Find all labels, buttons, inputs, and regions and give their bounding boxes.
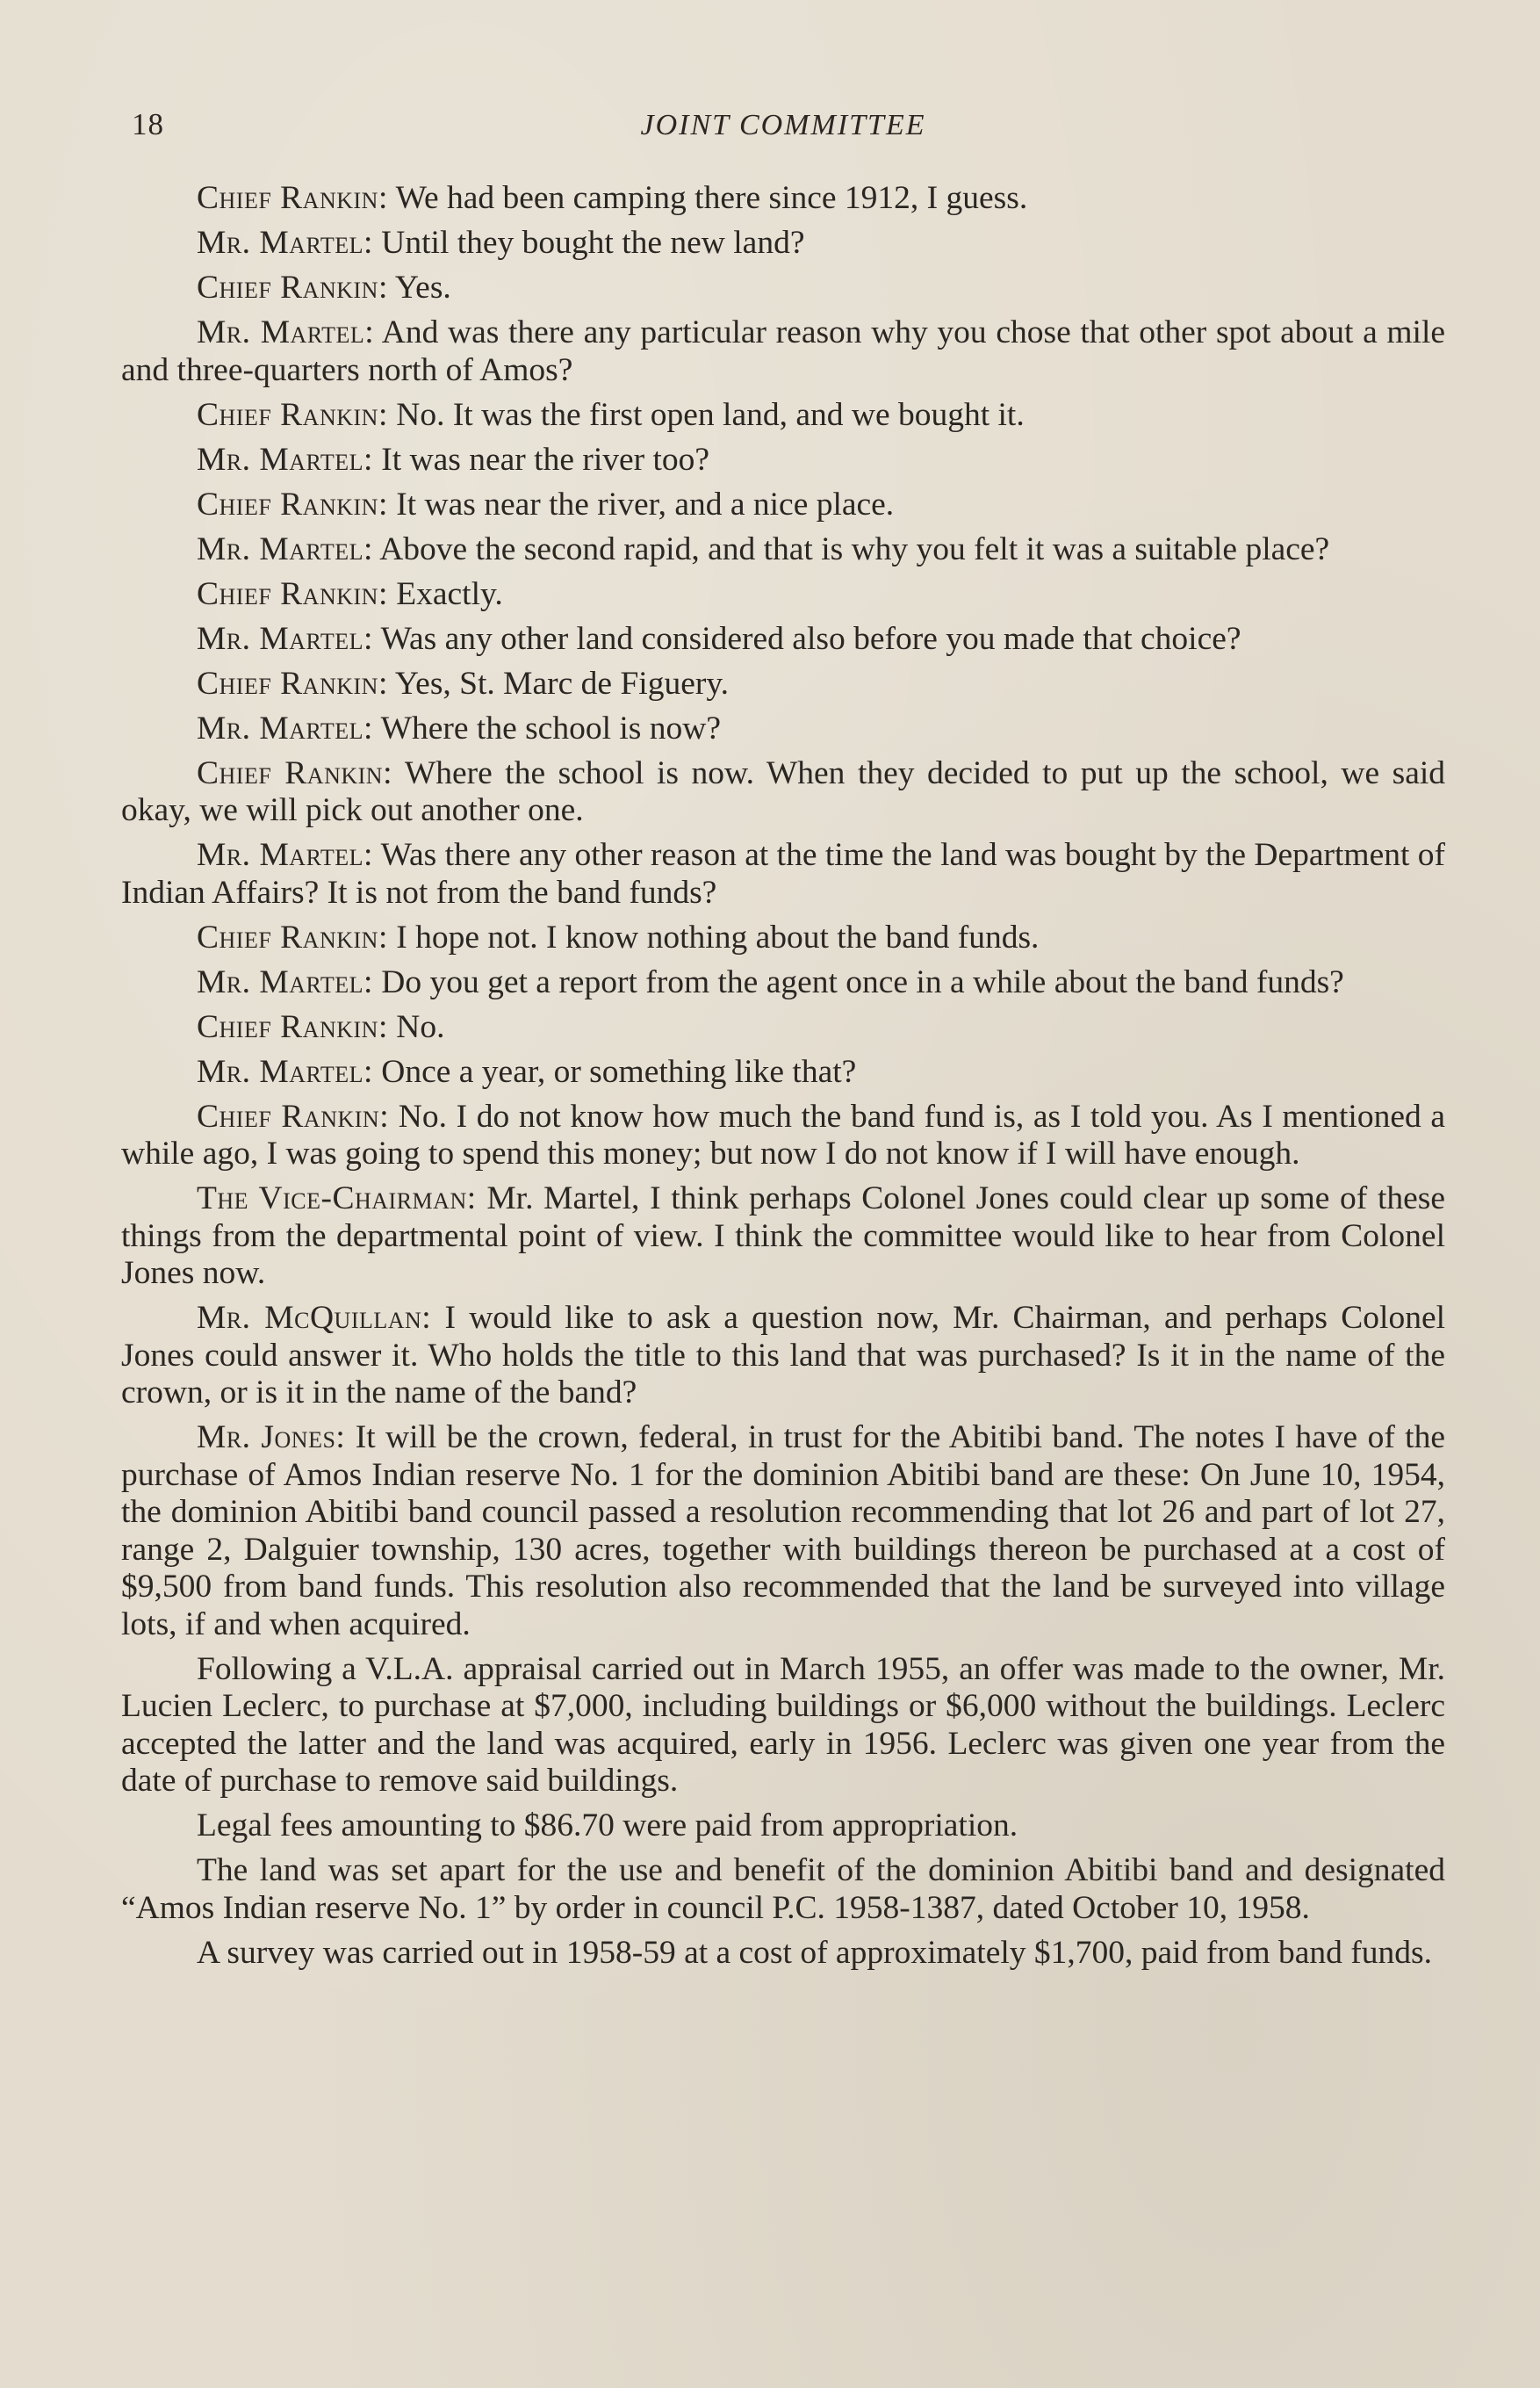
speaker-name: Chief Rankin: — [197, 754, 392, 791]
transcript-paragraph — [121, 964, 1445, 1002]
speaker-name: The Vice-Chairman: — [197, 1180, 477, 1216]
speaker-name: Mr. Jones: — [197, 1419, 346, 1455]
page-number: 18 — [132, 107, 164, 141]
transcript-paragraph — [121, 487, 1445, 524]
paragraph-text: Following a V.L.A. appraisal carried out in March 1955, an offer was made to the owner, Mr. Lucien Leclerc, to purchase at $7,000, including buildings or $6,000 without the buildings. Leclerc accepted the latter and the land was acquired, early in 1956. Leclerc was given one year from the date of purchase to remove said buildings. — [121, 1650, 1445, 1799]
paragraph-text: Do you get a report from the agent once in a while about the band funds? — [381, 963, 1344, 1000]
paragraph-text: Yes. — [394, 270, 451, 306]
transcript-paragraph — [121, 397, 1445, 435]
paragraph-text: Once a year, or something like that? — [381, 1053, 857, 1090]
paragraph-text: It was near the river too? — [381, 441, 710, 478]
transcript-paragraph — [121, 1054, 1445, 1092]
transcript-paragraph — [121, 1807, 1445, 1845]
paragraph-text: Where the school is now. When they decided to put up the school, we said okay, we will pick out another one. — [121, 754, 1446, 828]
speaker-name: Chief Rankin: — [197, 1008, 388, 1045]
paragraph-text: The land was set apart for the use and benefit of the dominion Abitibi band and designated “Amos Indian reserve No. 1” by order in council P.C. 1958-1387, dated October 10, 1958. — [121, 1852, 1445, 1926]
transcript-paragraph — [121, 1852, 1445, 1927]
speaker-name: Chief Rankin: — [197, 665, 388, 702]
transcript-paragraph — [121, 1300, 1445, 1412]
paragraph-text: I would like to ask a question now, Mr. Chairman, and perhaps Colonel Jones could answer it. Who holds the title to this land that was purchased? Is it in the name of the crown, or is it in the name of the band? — [121, 1300, 1446, 1410]
transcript-paragraph — [121, 180, 1445, 218]
speaker-name: Chief Rankin: — [197, 919, 388, 956]
transcript-paragraph — [121, 270, 1445, 307]
speaker-name: Mr. Martel: — [197, 314, 375, 350]
speaker-name: Chief Rankin: — [197, 396, 388, 433]
speaker-name: Mr. Martel: — [197, 1053, 373, 1090]
transcript-paragraph — [121, 314, 1445, 389]
speaker-name: Mr. Martel: — [197, 710, 373, 747]
paragraph-text: Was there any other reason at the time the land was bought by the Department of Indian Affairs? It is not from the band funds? — [121, 837, 1446, 911]
speaker-name: Mr. Martel: — [197, 225, 373, 261]
paragraph-text: Yes, St. Marc de Figuery. — [394, 665, 730, 702]
speaker-name: Chief Rankin: — [197, 575, 388, 612]
speaker-name: Chief Rankin: — [197, 486, 388, 523]
paragraph-text: We had been camping there since 1912, I guess. — [395, 180, 1028, 216]
paragraph-text: And was there any particular reason why you chose that other spot about a mile and three-quarters north of Amos? — [121, 314, 1446, 388]
paragraph-text: I hope not. I know nothing about the band funds. — [396, 919, 1040, 956]
paragraph-text: No. It was the first open land, and we bought it. — [396, 396, 1025, 433]
speaker-name: Mr. Martel: — [197, 963, 373, 1000]
transcript-paragraph — [121, 1651, 1445, 1800]
transcript-paragraph — [121, 1419, 1445, 1643]
speaker-name: Mr. Martel: — [197, 837, 373, 873]
speaker-name: Mr. Martel: — [197, 620, 373, 657]
paragraph-text: Where the school is now? — [380, 710, 721, 747]
paragraph-text: Was any other land considered also before you made that choice? — [380, 620, 1241, 657]
speaker-name: Chief Rankin: — [197, 1098, 390, 1135]
transcript-paragraph — [121, 1180, 1445, 1293]
transcript-paragraph — [121, 837, 1445, 912]
transcript-paragraph — [121, 920, 1445, 957]
transcript-paragraph — [121, 1009, 1445, 1047]
transcript-paragraph — [121, 442, 1445, 480]
transcript-paragraph — [121, 666, 1445, 703]
speaker-name: Mr. Martel: — [197, 441, 373, 478]
paragraph-text: It was near the river, and a nice place. — [396, 486, 895, 523]
paragraph-text: Above the second rapid, and that is why you felt it was a suitable place? — [379, 530, 1330, 567]
paragraph-text: Legal fees amounting to $86.70 were paid from appropriation. — [197, 1807, 1018, 1843]
paragraph-text: Until they bought the new land? — [381, 225, 805, 261]
speaker-name: Mr. Martel: — [197, 530, 373, 567]
transcript-paragraph — [121, 1935, 1445, 1973]
transcript-paragraph — [121, 621, 1445, 659]
speaker-name: Chief Rankin: — [197, 180, 388, 216]
speaker-name: Mr. McQuillan: — [197, 1300, 432, 1336]
paragraph-text: Exactly. — [396, 575, 503, 612]
transcript-paragraph — [121, 755, 1445, 830]
paragraph-text: No. — [396, 1008, 445, 1045]
transcript-body — [121, 180, 1445, 1980]
running-head: JOINT COMMITTEE — [640, 109, 926, 141]
transcript-paragraph — [121, 531, 1445, 569]
speaker-name: Chief Rankin: — [197, 270, 388, 306]
transcript-paragraph — [121, 711, 1445, 748]
paragraph-text: It will be the crown, federal, in trust for the Abitibi band. The notes I have of the purchase of Amos Indian reserve No. 1 for the dominion Abitibi band are these: On June 10, 1954, the dominion Abitibi band council passed a resolution recommending that lot 26 and part of lot 27, range 2, Dalguier township, 130 acres, together with buildings thereon be purchased at a cost of $9,500 from band funds. This resolution also recommended that the land be surveyed into village lots, if and when acquired. — [121, 1419, 1445, 1642]
page-header — [121, 104, 1445, 156]
transcript-paragraph — [121, 1099, 1445, 1173]
transcript-paragraph — [121, 225, 1445, 263]
transcript-paragraph — [121, 576, 1445, 614]
paragraph-text: A survey was carried out in 1958-59 at a cost of approximately $1,700, paid from band funds. — [197, 1934, 1432, 1971]
paragraph-text: Mr. Martel, I think perhaps Colonel Jones could clear up some of these things from the departmental point of view. I think the committee would like to hear from Colonel Jones now. — [121, 1180, 1445, 1291]
paragraph-text: No. I do not know how much the band fund is, as I told you. As I mentioned a while ago, I was going to spend this money; but now I do not know if I will have enough. — [121, 1098, 1446, 1172]
